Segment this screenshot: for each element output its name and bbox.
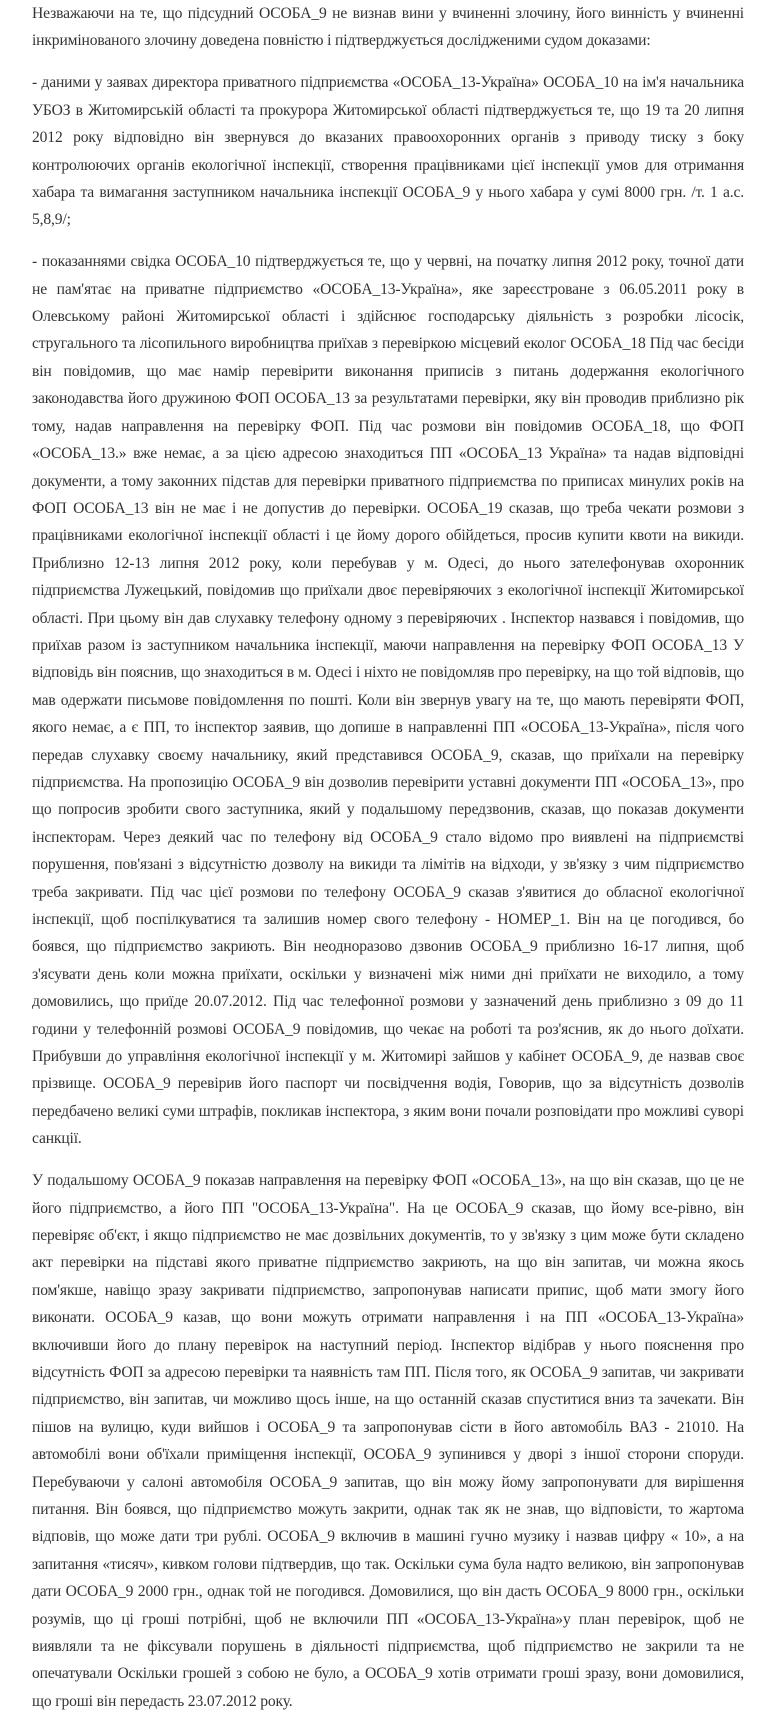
paragraph-evidence-statements: - даними у заявах директора приватного підприємства «ОСОБА_13-Україна» ОСОБА_10 на ім'я начальника УБОЗ в Житомирській області та прокурора Житомирської області підтверджується те, що 19 та 20 липня 2012 року відповідно він звернувся до вказаних правоохоронних органів з приводу тиску з боку контролюючих органів екологічної інспекції, створення працівниками цієї інспекції умов для отримання хабара та вимагання заступником начальника інспекції ОСОБА_9 у нього хабара у сумі 8000 грн. /т. 1 а.с. 5,8,9/; <box>32 74 744 229</box>
paragraph-subsequent-events: У подальшому ОСОБА_9 показав направлення на перевірку ФОП «ОСОБА_13», на що він сказав, що це не його підприємство, а його ПП "ОСОБА_13-Україна". На це ОСОБА_9 сказав, що йому все-рівно, він перевіряє об'єкт, і якщо підприємство не має дозвільних документів, то у зв'язку з цим може бути складено акт перевірки на підставі якого приватне підприємство закриють, на що він запитав, чи можна якось пом'якше, навіщо зразу закривати підприємство, запропонував написати припис, щоб мати змогу його виконати. ОСОБА_9 казав, що вони можуть отримати направлення і на ПП «ОСОБА_13-Україна» включивши його до плану перевірок на наступний період. Інспектор відібрав у нього пояснення про відсутність ФОП за адресою перевірки та наявність там ПП. Після того, як ОСОБА_9 запитав, чи закривати підприємство, він запитав, чи можливо щось інше, на що останній сказав спуститися вниз та зачекати. Він пішов на вулицю, куди вийшов і ОСОБА_9 та запропонував сісти в його автомобіль ВАЗ - 21010. На автомобілі вони об'їхали приміщення інспекції, ОСОБА_9 зупинився у дворі з іншої сторони споруди. Перебуваючи у салоні автомобіля ОСОБА_9 запитав, що він можу йому запропонувати для вирішення питання. Він боявся, що підприємство можуть закрити, однак так як не знав, що відповісти, то жартома відповів, що може дати три рублі. ОСОБА_9 включив в машині гучно музику і назвав цифру « 10», а на запитання «тисяч», кивком голови підтвердив, що так. Оскільки сума була надто великою, він запропонував дати ОСОБА_9 2000 грн., однак той не погодився. Домовилися, що він дасть ОСОБА_9 8000 грн., оскільки розумів, що ці гроші потрібні, щоб не включили ПП «ОСОБА_13-Україна»у план перевірок, щоб не виявляли та не фіксували порушень в діяльності підприємства, щоб підприємство не закрили та не опечатували Оскільки грошей з собою не було, а ОСОБА_9 хотів отримати гроші зразу, вони домовилися, що гроші він передасть 23.07.2012 року. <box>32 1172 744 1710</box>
paragraph-intro: Незважаючи на те, що підсудний ОСОБА_9 не визнав вини у вчиненні злочину, його винність у вчиненні інкримінованого злочину доведена повністю і підтверджується дослідженими судом доказами: <box>32 5 744 50</box>
paragraph-witness-testimony: - показаннями свідка ОСОБА_10 підтверджується те, що у червні, на початку липня 2012 року, точної дати не пам'ятає на приватне підприємство «ОСОБА_13-Україна», яке зареєстроване з 06.05.2011 року в Олевському районі Житомирської області і здійснює господарську діяльність з розробки лісосік, стругального та лісопильного виробництва приїхав з перевіркою місцевий еколог ОСОБА_18 Під час бесіди він повідомив, що має намір перевірити виконання приписів з питань додержання екологічного законодавства його дружиною ФОП ОСОБА_13 за результатами перевірки, яку він проводив приблизно рік тому, надав направлення на перевірку ФОП. Під час розмови він повідомив ОСОБА_18, що ФОП «ОСОБА_13.» вже немає, а за цією адресою знаходиться ПП «ОСОБА_13 Україна» та надав відповідні документи, а тому законних підстав для перевірки приватного підприємства по приписах минулих років на ФОП ОСОБА_13 він не має і не допустив до перевірки. ОСОБА_19 сказав, що треба чекати розмови з працівниками екологічної інспекції області і це йому дорого обійдеться, просив купити квоти на викиди. Приблизно 12-13 липня 2012 року, коли перебував у м. Одесі, до нього зателефонував охоронник підприємства Лужецький, повідомив що приїхали двоє перевіряючих з екологічної інспекції Житомирської області. При цьому він дав слухавку телефону одному з перевіряючих . Інспектор назвався і повідомив, що приїхав разом із заступником начальника інспекції, маючи направлення на перевірку ФОП ОСОБА_13 У відповідь він пояснив, що знаходиться в м. Одесі і ніхто не повідомляв про перевірку, на що той відповів, що мав одержати письмове повідомлення по пошті. Коли він звернув увагу на те, що мають перевіряти ФОП, якого немає, а є ПП, то інспектор заявив, що допише в направленні ПП «ОСОБА_13-Україна», після чого передав слухавку своєму начальнику, який представився ОСОБА_9, сказав, що приїхали на перевірку підприємства. На пропозицію ОСОБА_9 він дозволив перевірити уставні документи ПП «ОСОБА_13», про що попросив зробити свого заступника, який у подальшому передзвонив, сказав, що показав документи інспекторам. Через деякий час по телефону від ОСОБА_9 стало відомо про виявлені на підприємстві порушення, пов'язані з відсутністю дозволу на викиди та лімітів на відходи, у зв'язку з чим підприємство треба закривати. Під час цієї розмови по телефону ОСОБА_9 сказав з'явитися до обласної екологічної інспекції, щоб поспілкуватися та залишив номер свого телефону - НОМЕР_1. Він на це погодився, бо боявся, що підприємство закриють. Він неодноразово дзвонив ОСОБА_9 приблизно 16-17 липня, щоб з'ясувати день коли можна приїхати, оскільки у визначені між ними дні приїхати не виходило, а тому домовились, що приїде 20.07.2012. Під час телефонної розмови у зазначений день приблизно з 09 до 11 години у телефонній розмові ОСОБА_9 повідомив, що чекає на роботі та роз'яснив, як до нього доїхати. Прибувши до управління екологічної інспекції у м. Житомирі зайшов у кабінет ОСОБА_9, де назвав своє прізвище. ОСОБА_9 перевірив його паспорт чи посвідчення водія, Говорив, що за відсутність дозволів передбачено великі суми штрафів, покликав інспектора, з яким вони почали розповідати про можливі суворі санкції. <box>32 253 744 1148</box>
